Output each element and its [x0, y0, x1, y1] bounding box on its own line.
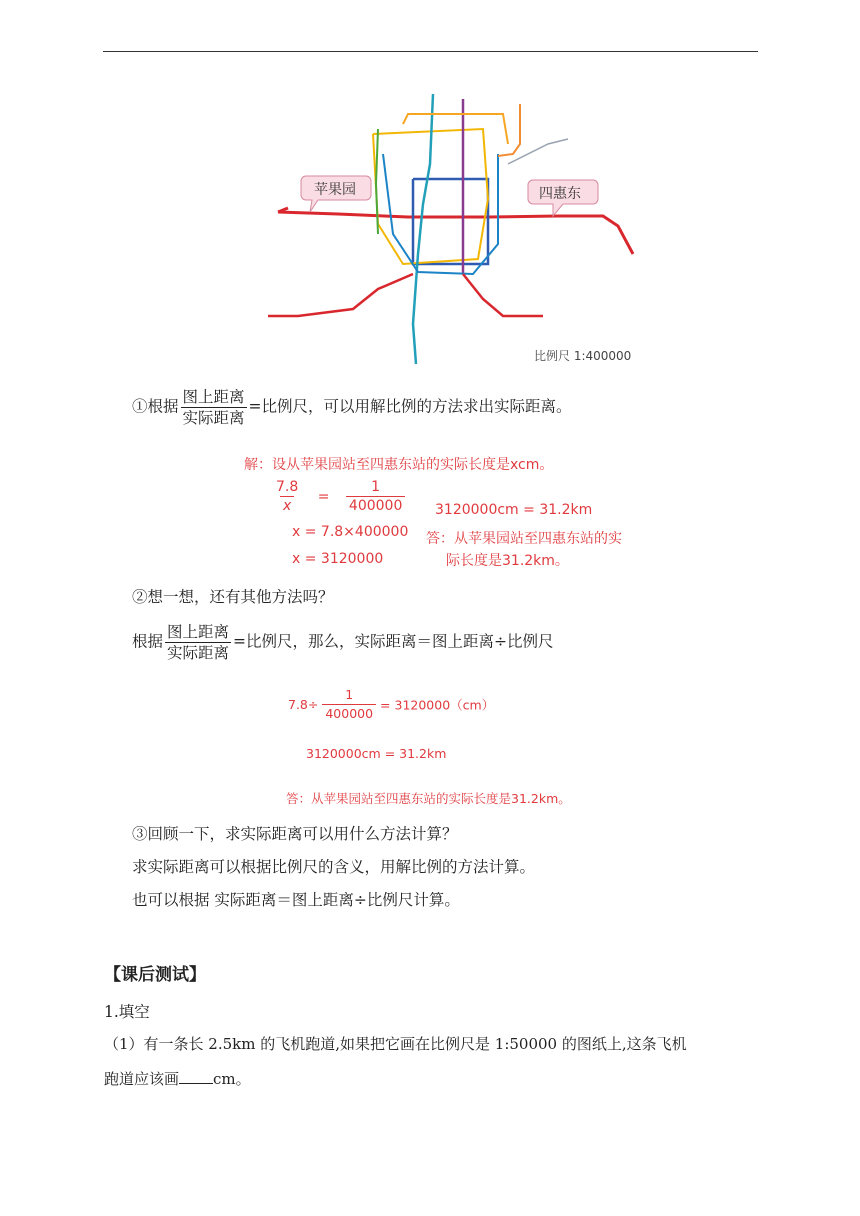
- solution1-line2: x = 7.8×400000: [292, 524, 409, 540]
- fraction-numerator: 图上距离: [167, 623, 230, 641]
- lhs-denominator: x: [280, 496, 294, 515]
- proportion-left: [273, 478, 301, 515]
- fraction-numerator: 1: [345, 687, 354, 702]
- fraction-denominator: 实际距离: [182, 409, 245, 427]
- fraction-denominator: 实际距离: [167, 644, 230, 662]
- solution2-pre: 7.8÷: [288, 697, 319, 712]
- map-label-sihuidong: 四惠东: [539, 186, 581, 202]
- solution1-proportion: [273, 478, 405, 515]
- solution1-intro: 解：设从苹果园站至四惠东站的实际长度是xcm。: [244, 457, 554, 473]
- answer-blank[interactable]: [179, 1069, 213, 1084]
- test-heading: 【课后测试】: [104, 965, 206, 985]
- step1-prefix: ①根据: [132, 397, 179, 416]
- fraction-numerator: 图上距离: [182, 388, 245, 406]
- rhs-denominator: 400000: [346, 496, 405, 515]
- solution2-answer: 答：从苹果园站至四惠东站的实际长度是31.2km。: [286, 791, 571, 806]
- test-item: 1.填空: [104, 1003, 150, 1021]
- solution2-fraction: [322, 686, 376, 723]
- map-scale: 比例尺 1:400000: [534, 349, 632, 363]
- equals-sign: =: [317, 488, 330, 505]
- step2-suffix: =比例尺，那么，实际距离＝图上距离÷比例尺: [233, 632, 554, 651]
- step1-line: [132, 387, 572, 428]
- step3-line2: 也可以根据 实际距离＝图上距离÷比例尺计算。: [132, 891, 460, 909]
- map-label-pingguoyuan: 苹果园: [314, 182, 356, 198]
- step2-prefix: 根据: [132, 632, 164, 651]
- step2-line: [132, 622, 554, 663]
- solution1-answer-line1: 答：从苹果园站至四惠东站的实: [426, 531, 622, 547]
- step3-question: ③回顾一下，求实际距离可以用什么方法计算？: [132, 825, 458, 843]
- step1-fraction: [181, 387, 247, 428]
- solution1-line3: x = 3120000: [292, 551, 384, 567]
- lhs-numerator: 7.8: [276, 479, 299, 495]
- solution2-expression: [288, 686, 494, 723]
- question1-prefix: 跑道应该画: [104, 1070, 180, 1088]
- proportion-right: [346, 478, 405, 515]
- solution1-answer-line2: 际长度是31.2km。: [446, 553, 569, 569]
- solution2-post: = 3120000（cm）: [380, 697, 495, 713]
- solution2-convert: 3120000cm = 31.2km: [306, 746, 447, 761]
- solution1-convert: 3120000cm = 31.2km: [435, 502, 593, 518]
- question1-line1: （1）有一条长 2.5km 的飞机跑道,如果把它画在比例尺是 1:50000 的图纸上,这条飞机: [104, 1035, 687, 1053]
- rhs-numerator: 1: [371, 479, 381, 495]
- step3-line1: 求实际距离可以根据比例尺的含义，用解比例的方法计算。: [132, 858, 536, 876]
- question1-line2: [104, 1068, 251, 1089]
- header-rule: [103, 51, 758, 52]
- step1-suffix: =比例尺，可以用解比例的方法求出实际距离。: [248, 397, 572, 416]
- subway-map: [258, 84, 653, 366]
- step2-fraction: [165, 622, 231, 663]
- step2-question: ②想一想，还有其他方法吗？: [132, 588, 334, 606]
- fraction-denominator: 400000: [322, 704, 376, 723]
- question1-suffix: cm。: [213, 1070, 251, 1088]
